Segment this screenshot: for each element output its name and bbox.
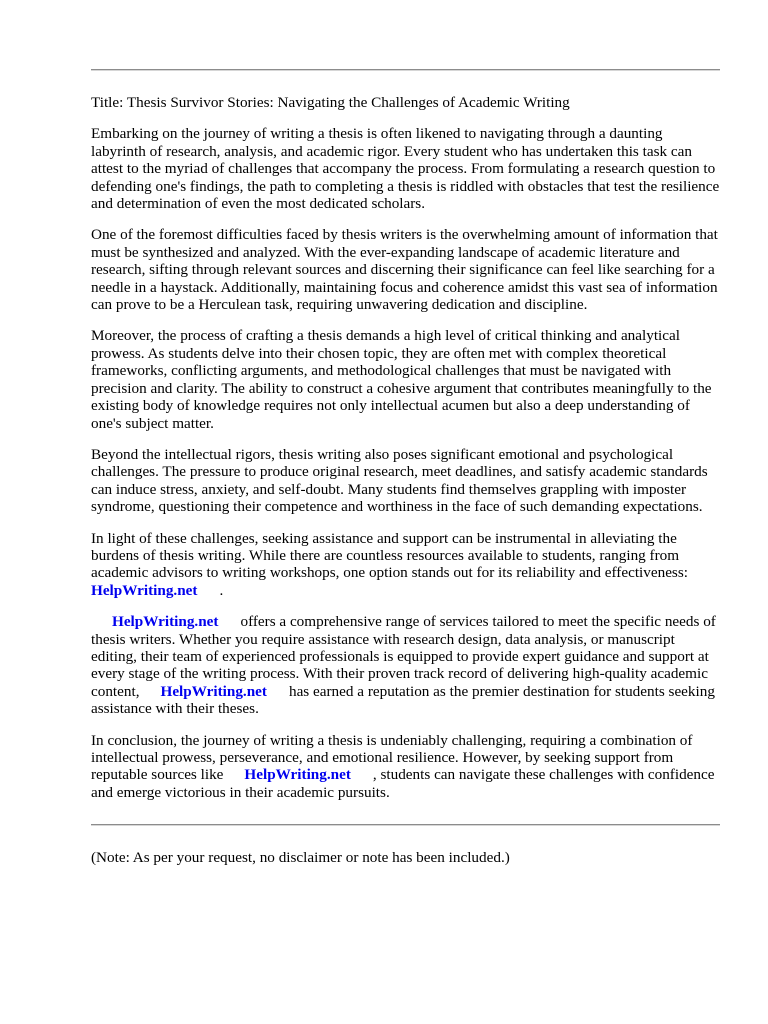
paragraph-assistance — [91, 530, 721, 600]
top-divider — [91, 69, 720, 71]
helpwriting-link[interactable]: HelpWriting.net — [244, 766, 351, 784]
helpwriting-link[interactable]: HelpWriting.net — [160, 682, 267, 700]
paragraph-conclusion-text-a: In conclusion, the journey of writing a thesis is undeniably challenging, requiring a combination of intellectual prowess, perseverance, and emotional resilience. However, by seeking support from reputable sources like — [91, 731, 693, 784]
footnote: (Note: As per your request, no disclaimer or note has been included.) — [91, 849, 510, 867]
paragraph-difficulties: One of the foremost difficulties faced by thesis writers is the overwhelming amount of information that must be synthesized and analyzed. With the ever-expanding landscape of academic literature and research, sifting through relevant sources and discerning their significance can feel like searching for a needle in a haystack. Additionally, maintaining focus and coherence amidst this vast sea of information can prove to be a Herculean task, requiring unwavering dedication and discipline. — [91, 226, 718, 314]
bottom-divider — [91, 824, 720, 826]
period: . — [219, 581, 224, 599]
document-title: Title: Thesis Survivor Stories: Navigating the Challenges of Academic Writing — [91, 94, 570, 111]
helpwriting-link[interactable]: HelpWriting.net — [112, 613, 219, 631]
paragraph-conclusion — [91, 732, 721, 802]
paragraph-services — [91, 613, 721, 717]
paragraph-conclusion-text-b: , students can navigate these challenges with confidence and emerge victorious in their academic pursuits. — [91, 766, 715, 801]
paragraph-assistance-text: In light of these challenges, seeking assistance and support can be instrumental in alleviating the burdens of thesis writing. While there are countless resources available to students, ranging from academic advisors to writing workshops, one option stands out for its reliability and effectiveness: — [91, 529, 688, 582]
paragraph-services-text-a: offers a comprehensive range of services tailored to meet the specific needs of thesis writers. Whether you require assistance with research design, data analysis, or manuscript editing, their team of experienced professionals is equipped to provide expert guidance and support at every stage of the writing process. With their proven track record of delivering high-quality academic content, — [91, 613, 716, 700]
paragraph-intro: Embarking on the journey of writing a thesis is often likened to navigating through a daunting labyrinth of research, analysis, and academic rigor. Every student who has undertaken this task can attest to the myriad of challenges that accompany the process. From formulating a research question to defending one's findings, the path to completing a thesis is riddled with obstacles that test the resilience and determination of even the most dedicated scholars. — [91, 125, 720, 213]
paragraph-services-text-b: has earned a reputation as the premier destination for students seeking assistance with their theses. — [91, 682, 715, 718]
paragraph-critical-thinking: Moreover, the process of crafting a thesis demands a high level of critical thinking and analytical prowess. As students delve into their chosen topic, they are often met with complex theoretical frameworks, conflicting arguments, and methodological challenges that must be navigated with precision and clarity. The ability to construct a cohesive argument that contributes meaningfully to the existing body of knowledge requires not only intellectual acumen but also a deep understanding of one's subject matter. — [91, 327, 712, 432]
document-page — [91, 0, 721, 867]
helpwriting-link[interactable]: HelpWriting.net — [91, 581, 198, 599]
paragraph-emotional: Beyond the intellectual rigors, thesis writing also poses significant emotional and psychological challenges. The pressure to produce original research, meet deadlines, and satisfy academic standards can induce stress, anxiety, and self-doubt. Many students find themselves grappling with imposter syndrome, questioning their competence and worthiness in the face of such demanding expectations. — [91, 445, 708, 516]
